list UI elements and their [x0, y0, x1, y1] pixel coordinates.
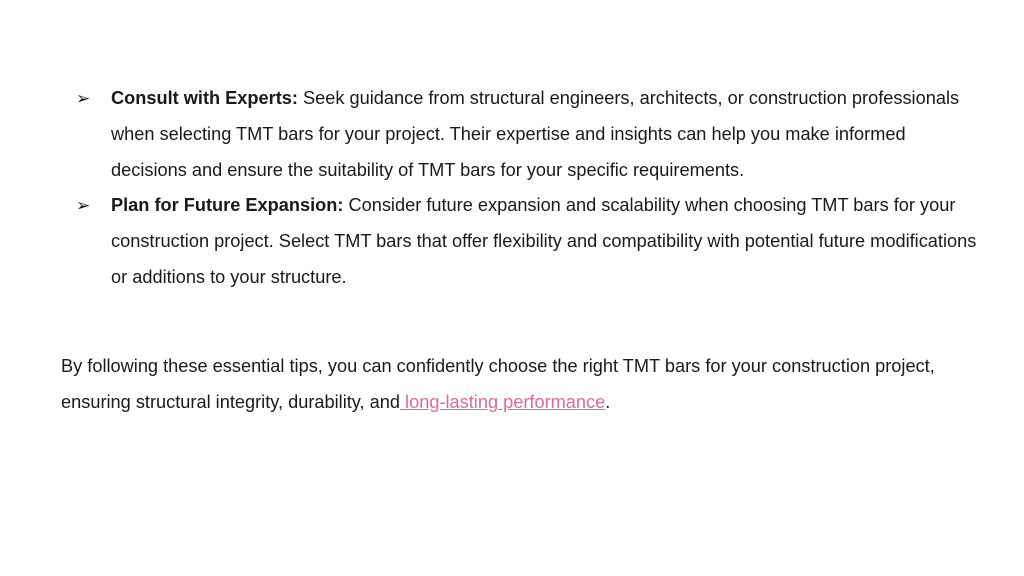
list-item-title: Consult with Experts:	[111, 88, 298, 108]
closing-paragraph	[61, 349, 981, 421]
list-item	[0, 81, 1024, 188]
list-item-title: Plan for Future Expansion:	[111, 195, 344, 216]
long-lasting-performance-link[interactable]: long-lasting performance	[400, 391, 606, 412]
list-item-text: Consider future expansion and scalability when choosing TMT bars for your construction project. Select TMT bars that offer flexibility and compatibility with potential future modifications or additions to your structure.	[111, 195, 977, 287]
arrow-bullet-icon: ➢	[76, 196, 91, 216]
tips-list	[0, 81, 1024, 296]
arrow-bullet-icon: ➢	[76, 89, 91, 108]
closing-text: By following these essential tips, you can confidently choose the right TMT bars for your construction project, ensuring structural integrity, durability, and	[61, 356, 935, 412]
closing-period: .	[605, 391, 611, 412]
list-item-text: Seek guidance from structural engineers, architects, or construction professionals when selecting TMT bars for your project. Their expertise and insights can help you make informed decisions and ensure the suitability of TMT bars for your specific requirements.	[111, 88, 960, 180]
list-item	[0, 188, 1024, 295]
